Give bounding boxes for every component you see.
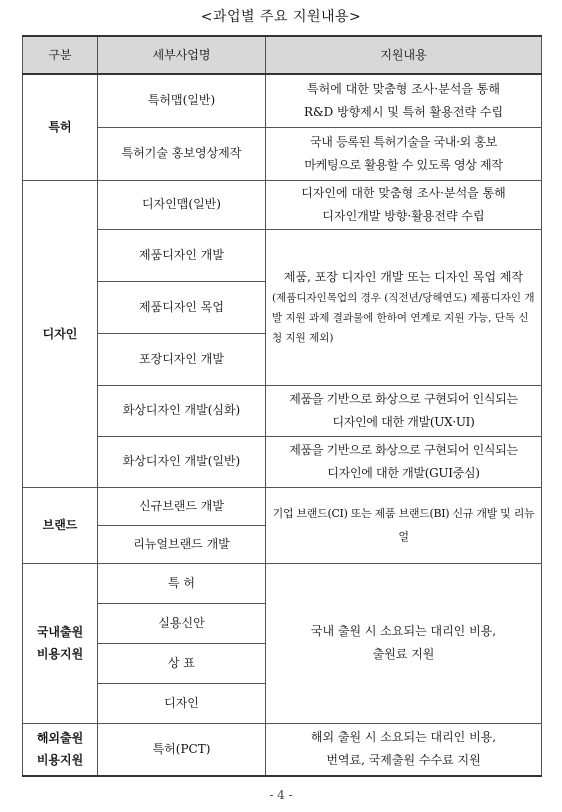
product-content-note: (제품디자인목업의 경우 (직전년/당해연도) 제품디자인 개발 지원 과제 결과물에 한하여 연계로 지원 가능, 단독 신청 지원 제외) <box>272 292 535 344</box>
sub-project-name: 디자인맵(일반) <box>98 180 266 229</box>
support-content: 국내 출원 시 소요되는 대리인 비용, 출원료 지원 <box>266 563 542 723</box>
support-table <box>22 35 542 777</box>
table-row <box>23 127 542 180</box>
header-category: 구분 <box>23 36 98 74</box>
table-row <box>23 180 542 229</box>
page-title: <과업별 주요 지원내용> <box>200 9 362 25</box>
category-domestic: 국내출원 비용지원 <box>23 563 98 723</box>
support-content: 기업 브랜드(CI) 또는 제품 브랜드(BI) 신규 개발 및 리뉴얼 <box>266 487 542 563</box>
support-content-product-design <box>266 229 542 385</box>
table-row <box>23 436 542 487</box>
category-design: 디자인 <box>23 180 98 487</box>
sub-project-name: 신규브랜드 개발 <box>98 487 266 525</box>
category-brand: 브랜드 <box>23 487 98 563</box>
header-row <box>23 36 542 74</box>
category-patent: 특허 <box>23 74 98 180</box>
sub-project-name: 화상디자인 개발(심화) <box>98 385 266 436</box>
table-row <box>23 229 542 281</box>
table-row <box>23 563 542 603</box>
sub-project-name: 특허(PCT) <box>98 723 266 776</box>
support-content: 제품을 기반으로 화상으로 구현되어 인식되는 디자인에 대한 개발(GUI중심) <box>266 436 542 487</box>
sub-project-name: 실용신안 <box>98 603 266 643</box>
sub-project-name: 디자인 <box>98 683 266 723</box>
sub-project-name: 포장디자인 개발 <box>98 333 266 385</box>
sub-project-name: 특 허 <box>98 563 266 603</box>
sub-project-name: 제품디자인 개발 <box>98 229 266 281</box>
support-content: 국내 등록된 특허기술을 국내·외 홍보 마케팅으로 활용할 수 있도록 영상 제작 <box>266 127 542 180</box>
sub-project-name: 특허맵(일반) <box>98 74 266 127</box>
header-support: 지원내용 <box>266 36 542 74</box>
page-number: - 4 - <box>269 788 293 802</box>
sub-project-name: 제품디자인 목업 <box>98 281 266 333</box>
support-content: 제품을 기반으로 화상으로 구현되어 인식되는 디자인에 대한 개발(UX·UI) <box>266 385 542 436</box>
table-row <box>23 723 542 776</box>
sub-project-name: 상 표 <box>98 643 266 683</box>
product-content-main: 제품, 포장 디자인 개발 또는 디자인 목업 제작 <box>283 270 524 284</box>
header-sub-project: 세부사업명 <box>98 36 266 74</box>
table-row <box>23 385 542 436</box>
sub-project-name: 특허기술 홍보영상제작 <box>98 127 266 180</box>
category-overseas: 해외출원 비용지원 <box>23 723 98 776</box>
sub-project-name: 화상디자인 개발(일반) <box>98 436 266 487</box>
table-row <box>23 74 542 127</box>
support-content: 해외 출원 시 소요되는 대리인 비용, 번역료, 국제출원 수수료 지원 <box>266 723 542 776</box>
sub-project-name: 리뉴얼브랜드 개발 <box>98 525 266 563</box>
support-content: 특허에 대한 맞춤형 조사·분석을 통해 R&D 방향제시 및 특허 활용전략 수립 <box>266 74 542 127</box>
support-content: 디자인에 대한 맞춤형 조사·분석을 통해 디자인개발 방향·활용전략 수립 <box>266 180 542 229</box>
table-row <box>23 487 542 525</box>
